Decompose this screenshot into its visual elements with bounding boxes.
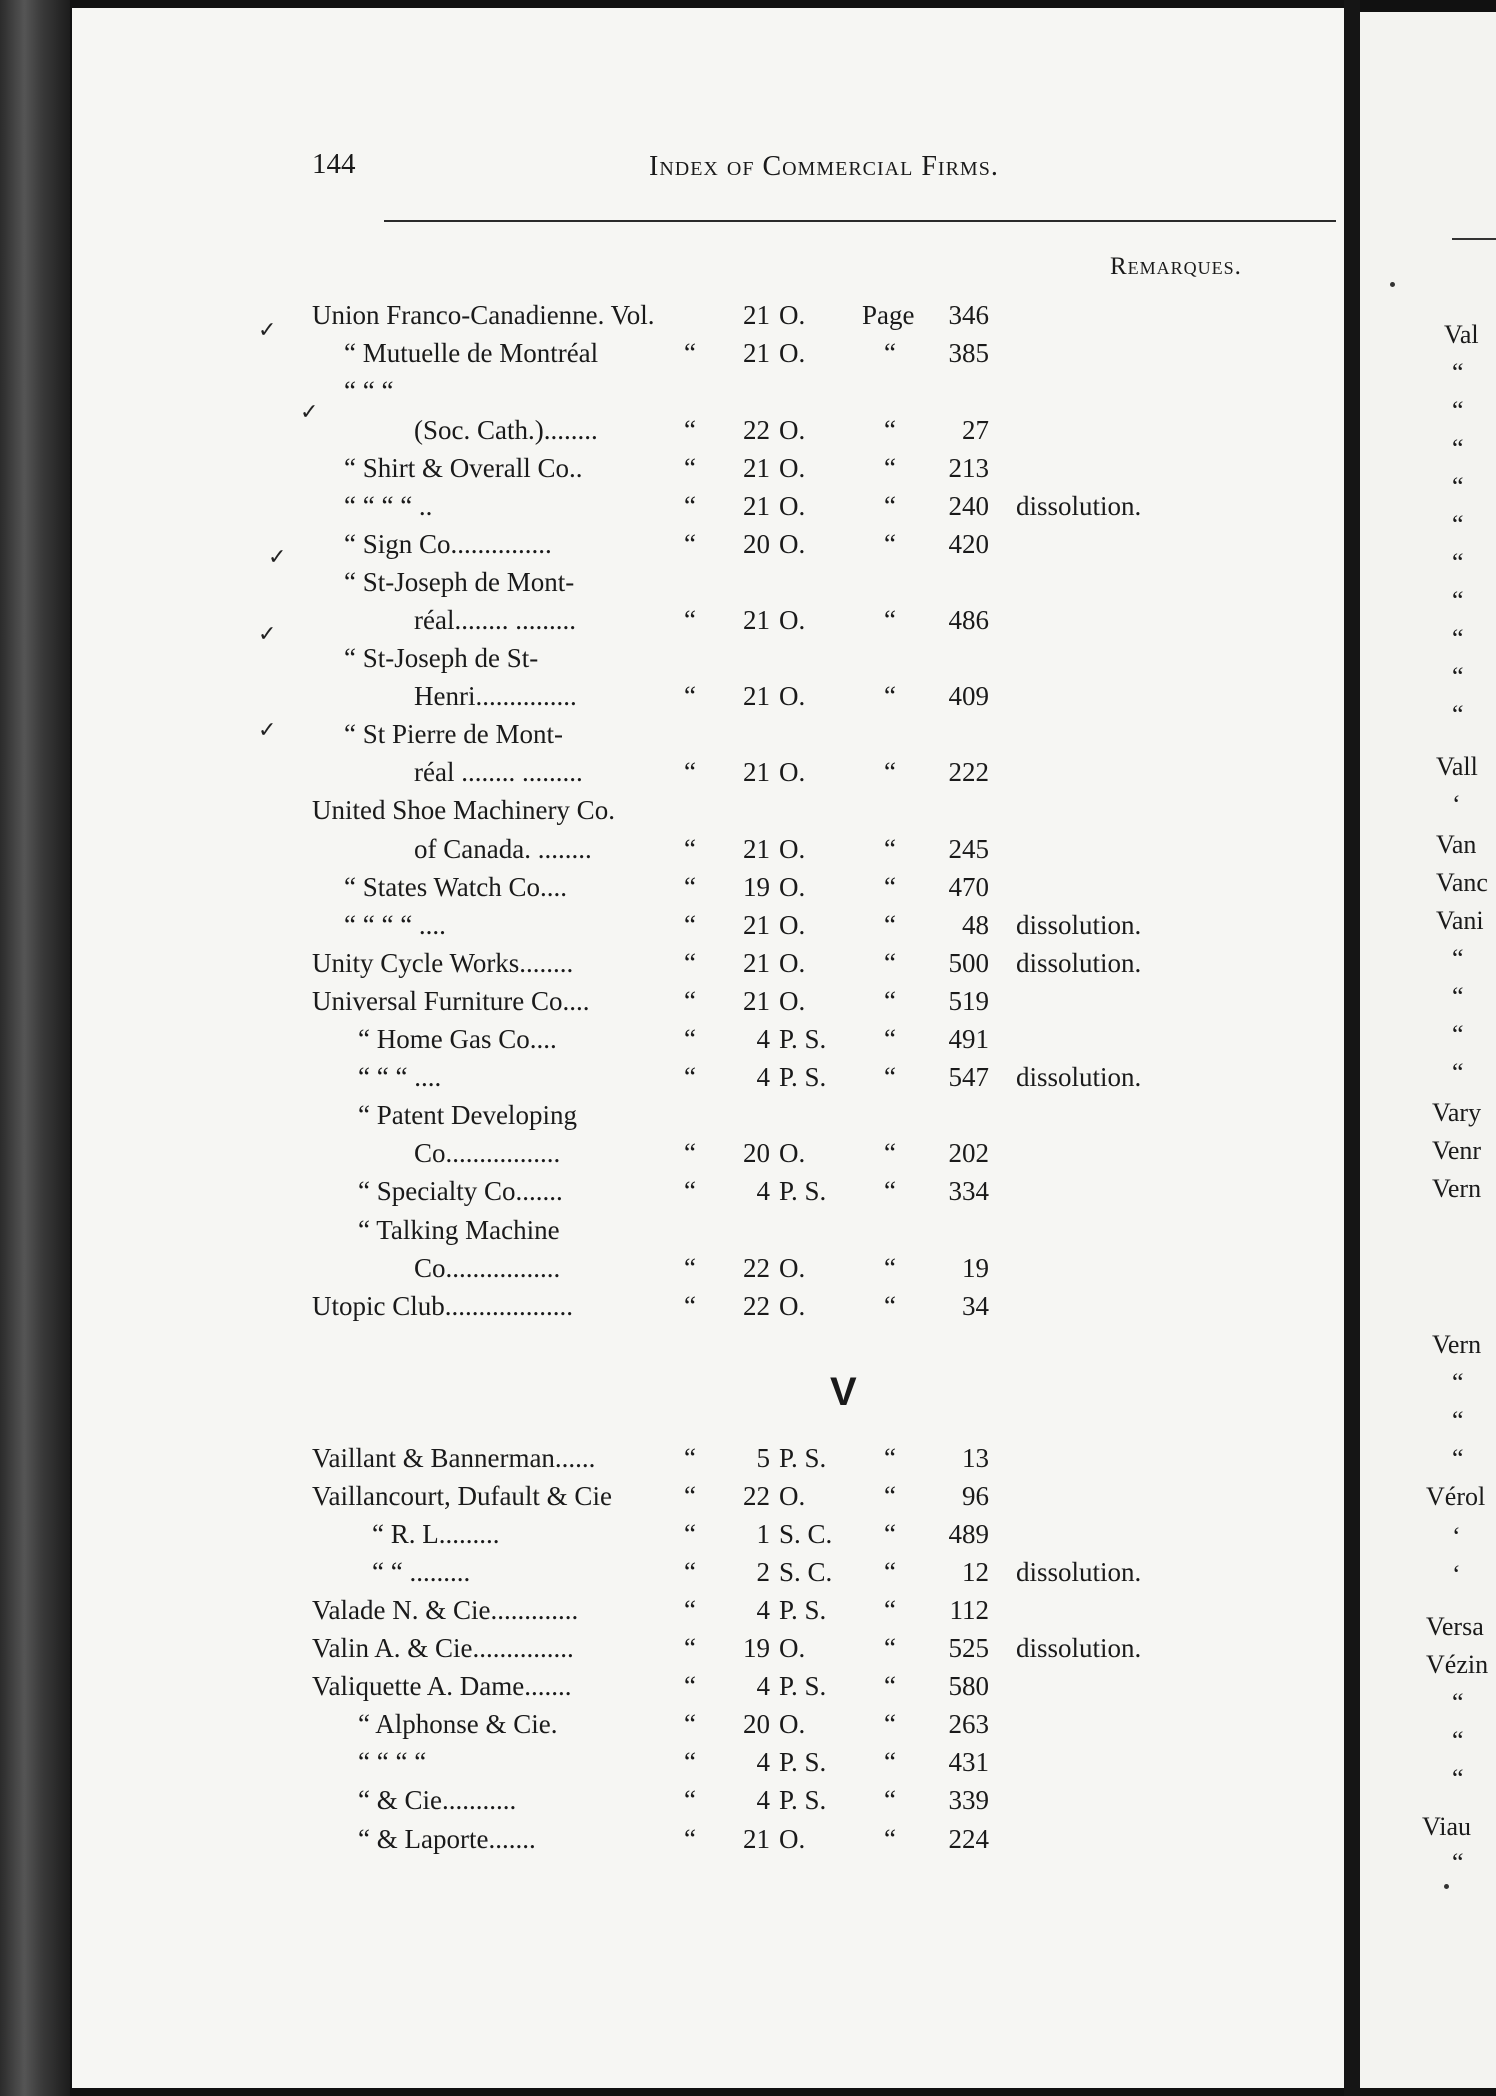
vol-ditto: “ bbox=[684, 1709, 696, 1739]
series-code: O. bbox=[779, 1824, 806, 1854]
vol-ditto: “ bbox=[684, 681, 696, 711]
volume-number: 21 bbox=[743, 757, 770, 787]
table-row bbox=[72, 1291, 1344, 1329]
table-row bbox=[72, 1100, 1344, 1138]
table-row bbox=[72, 453, 1344, 491]
facing-page-text: “ bbox=[1452, 548, 1464, 577]
section-letter: V bbox=[830, 1370, 857, 1414]
remark: dissolution. bbox=[1016, 948, 1142, 978]
vol-ditto: “ bbox=[684, 986, 696, 1016]
facing-page-text: Venr bbox=[1432, 1136, 1482, 1165]
table-row bbox=[72, 1633, 1344, 1671]
volume-number: 19 bbox=[743, 1633, 770, 1663]
series-code: P. S. bbox=[779, 1671, 827, 1701]
page-number-cell: 222 bbox=[948, 757, 989, 787]
vol-ditto: “ bbox=[684, 1785, 696, 1815]
firm-name: “ “ “ “ .... bbox=[344, 910, 446, 940]
facing-page-text: “ bbox=[1452, 1726, 1464, 1755]
series-code: P. S. bbox=[779, 1443, 827, 1473]
ink-spot bbox=[1390, 282, 1395, 287]
firm-name: Union Franco-Canadienne. Vol. bbox=[312, 300, 655, 330]
vol-ditto: “ bbox=[684, 757, 696, 787]
page-ditto: “ bbox=[884, 1671, 896, 1701]
volume-number: 5 bbox=[756, 1443, 770, 1473]
table-row bbox=[72, 491, 1344, 529]
page-number-cell: 224 bbox=[948, 1824, 989, 1854]
vol-ditto: “ bbox=[684, 1519, 696, 1549]
firm-name: “ Home Gas Co.... bbox=[358, 1024, 557, 1054]
series-code: O. bbox=[779, 1633, 806, 1663]
facing-page-text: Vall bbox=[1436, 752, 1478, 781]
firm-name: “ “ “ .... bbox=[358, 1062, 442, 1092]
facing-page-text: “ bbox=[1452, 1848, 1464, 1877]
page-number-cell: 334 bbox=[948, 1176, 989, 1206]
page-ditto: “ bbox=[884, 910, 896, 940]
vol-ditto: “ bbox=[684, 910, 696, 940]
page-number-cell: 263 bbox=[948, 1709, 989, 1739]
table-row bbox=[72, 1024, 1344, 1062]
vol-ditto: “ bbox=[684, 1443, 696, 1473]
facing-page-text: “ bbox=[1452, 472, 1464, 501]
volume-number: 21 bbox=[743, 910, 770, 940]
series-code: O. bbox=[779, 338, 806, 368]
firm-name: Co................. bbox=[414, 1138, 561, 1168]
series-code: O. bbox=[779, 872, 806, 902]
check-mark-icon: ✓ bbox=[300, 400, 319, 425]
vol-ditto: “ bbox=[684, 605, 696, 635]
page-number-cell: 470 bbox=[948, 872, 989, 902]
table-row bbox=[72, 1671, 1344, 1709]
volume-number: 4 bbox=[756, 1671, 770, 1701]
facing-page-text: “ bbox=[1452, 396, 1464, 425]
vol-ditto: “ bbox=[684, 948, 696, 978]
firm-name: “ Shirt & Overall Co.. bbox=[344, 453, 583, 483]
volume-number: 21 bbox=[743, 491, 770, 521]
firm-name: réal........ ......... bbox=[414, 605, 576, 635]
volume-number: 22 bbox=[743, 1291, 770, 1321]
volume-number: 4 bbox=[756, 1062, 770, 1092]
vol-ditto: “ bbox=[684, 1633, 696, 1663]
vol-ditto: “ bbox=[684, 415, 696, 445]
facing-page-text: “ bbox=[1452, 1444, 1464, 1473]
page-ditto: “ bbox=[884, 1253, 896, 1283]
series-code: P. S. bbox=[779, 1176, 827, 1206]
remark: dissolution. bbox=[1016, 1062, 1142, 1092]
facing-page-text: Vern bbox=[1432, 1174, 1482, 1203]
running-head: Index of Commercial Firms. bbox=[649, 151, 999, 182]
vol-ditto: “ bbox=[684, 1176, 696, 1206]
page-number-cell: 580 bbox=[948, 1671, 989, 1701]
table-row bbox=[72, 1595, 1344, 1633]
page-ditto: “ bbox=[884, 1062, 896, 1092]
facing-page-fragment bbox=[1360, 12, 1496, 2088]
table-row bbox=[72, 681, 1344, 719]
facing-page-text: “ bbox=[1452, 1406, 1464, 1435]
page-ditto: “ bbox=[884, 1481, 896, 1511]
firm-name: Vaillant & Bannerman...... bbox=[312, 1443, 596, 1473]
series-code: S. C. bbox=[779, 1519, 833, 1549]
volume-number: 21 bbox=[743, 300, 770, 330]
firm-name: “ Patent Developing bbox=[358, 1100, 577, 1130]
volume-number: 21 bbox=[743, 948, 770, 978]
series-code: O. bbox=[779, 529, 806, 559]
table-row bbox=[72, 1557, 1344, 1595]
table-row bbox=[72, 1062, 1344, 1100]
page-number-cell: 486 bbox=[948, 605, 989, 635]
firm-name: Unity Cycle Works........ bbox=[312, 948, 574, 978]
page-ditto: “ bbox=[884, 1824, 896, 1854]
page-ditto: “ bbox=[884, 1595, 896, 1625]
facing-page-text: “ bbox=[1452, 586, 1464, 615]
facing-page-text: “ bbox=[1452, 662, 1464, 691]
page-number-cell: 491 bbox=[948, 1024, 989, 1054]
page-number: 144 bbox=[312, 148, 356, 180]
firm-name: Valiquette A. Dame....... bbox=[312, 1671, 572, 1701]
series-code: O. bbox=[779, 757, 806, 787]
page-ditto: “ bbox=[884, 1747, 896, 1777]
firm-name: (Soc. Cath.)........ bbox=[414, 415, 598, 445]
table-row bbox=[72, 376, 1344, 414]
firm-name: “ & Laporte....... bbox=[358, 1824, 536, 1854]
page-number-cell: 13 bbox=[962, 1443, 989, 1473]
volume-number: 22 bbox=[743, 415, 770, 445]
volume-number: 19 bbox=[743, 872, 770, 902]
table-row bbox=[72, 795, 1344, 833]
page-ditto: “ bbox=[884, 491, 896, 521]
vol-ditto: “ bbox=[684, 1062, 696, 1092]
volume-number: 4 bbox=[756, 1785, 770, 1815]
facing-page-text: “ bbox=[1452, 1020, 1464, 1049]
page-ditto: “ bbox=[884, 1633, 896, 1663]
table-row bbox=[72, 1215, 1344, 1253]
series-code: P. S. bbox=[779, 1785, 827, 1815]
page-ditto: “ bbox=[884, 338, 896, 368]
firm-name: “ Talking Machine bbox=[358, 1215, 560, 1245]
page-number-cell: 409 bbox=[948, 681, 989, 711]
page-number-cell: 202 bbox=[948, 1138, 989, 1168]
facing-page-text: ‘ bbox=[1452, 790, 1461, 819]
firm-name: United Shoe Machinery Co. bbox=[312, 795, 615, 825]
page-number-cell: 240 bbox=[948, 491, 989, 521]
vol-ditto: “ bbox=[684, 1253, 696, 1283]
series-code: P. S. bbox=[779, 1595, 827, 1625]
firm-name: “ “ “ “ bbox=[358, 1747, 427, 1777]
series-code: S. C. bbox=[779, 1557, 833, 1587]
volume-number: 21 bbox=[743, 986, 770, 1016]
series-code: P. S. bbox=[779, 1024, 827, 1054]
table-row bbox=[72, 1824, 1344, 1862]
volume-number: 4 bbox=[756, 1595, 770, 1625]
facing-page-text: “ bbox=[1452, 1764, 1464, 1793]
firm-name: Valade N. & Cie............. bbox=[312, 1595, 579, 1625]
remarks-heading: Remarques. bbox=[1110, 253, 1242, 280]
facing-page-text: “ bbox=[1452, 982, 1464, 1011]
table-row bbox=[72, 1481, 1344, 1519]
facing-page-rule bbox=[1452, 238, 1496, 240]
page-number-cell: 19 bbox=[962, 1253, 989, 1283]
firm-name: “ “ ......... bbox=[372, 1557, 471, 1587]
facing-page-text: “ bbox=[1452, 624, 1464, 653]
firm-name: “ R. L......... bbox=[372, 1519, 500, 1549]
table-row bbox=[72, 1747, 1344, 1785]
vol-ditto: “ bbox=[684, 1024, 696, 1054]
facing-page-text: Versa bbox=[1426, 1612, 1484, 1641]
page-number-cell: 213 bbox=[948, 453, 989, 483]
page-ditto: “ bbox=[884, 605, 896, 635]
facing-page-text: “ bbox=[1452, 700, 1464, 729]
facing-page-text: “ bbox=[1452, 358, 1464, 387]
firm-name: “ St-Joseph de Mont- bbox=[344, 567, 575, 597]
book-binding bbox=[0, 0, 70, 2096]
series-code: O. bbox=[779, 910, 806, 940]
volume-number: 22 bbox=[743, 1253, 770, 1283]
firm-name: Valin A. & Cie............... bbox=[312, 1633, 574, 1663]
firm-name: “ St-Joseph de St- bbox=[344, 643, 539, 673]
series-code: O. bbox=[779, 1481, 806, 1511]
firm-name: “ “ “ bbox=[344, 376, 394, 406]
firm-name: Vaillancourt, Dufault & Cie bbox=[312, 1481, 612, 1511]
volume-number: 2 bbox=[756, 1557, 770, 1587]
volume-number: 1 bbox=[756, 1519, 770, 1549]
series-code: O. bbox=[779, 1709, 806, 1739]
table-row bbox=[72, 1785, 1344, 1823]
check-mark-icon: ✓ bbox=[258, 718, 277, 743]
firm-name: Universal Furniture Co.... bbox=[312, 986, 590, 1016]
page-number-cell: 34 bbox=[962, 1291, 989, 1321]
vol-ditto: “ bbox=[684, 1824, 696, 1854]
firm-name: “ Alphonse & Cie. bbox=[358, 1709, 558, 1739]
volume-number: 21 bbox=[743, 1824, 770, 1854]
series-code: O. bbox=[779, 1253, 806, 1283]
facing-page-text: Van bbox=[1436, 830, 1477, 859]
page-number-cell: 385 bbox=[948, 338, 989, 368]
volume-number: 4 bbox=[756, 1747, 770, 1777]
page-ditto: “ bbox=[884, 453, 896, 483]
ink-spot bbox=[1444, 1884, 1449, 1889]
remark: dissolution. bbox=[1016, 910, 1142, 940]
volume-number: 4 bbox=[756, 1176, 770, 1206]
header-rule bbox=[384, 220, 1336, 222]
page-ditto: “ bbox=[884, 1519, 896, 1549]
vol-ditto: “ bbox=[684, 338, 696, 368]
facing-page-text: Vern bbox=[1432, 1330, 1482, 1359]
facing-page-text: Vérol bbox=[1426, 1482, 1486, 1511]
page-number-cell: 245 bbox=[948, 834, 989, 864]
facing-page-text: “ bbox=[1452, 1058, 1464, 1087]
remark: dissolution. bbox=[1016, 491, 1142, 521]
facing-page-text: Val bbox=[1444, 320, 1479, 349]
check-mark-icon: ✓ bbox=[258, 622, 277, 647]
vol-ditto: “ bbox=[684, 1671, 696, 1701]
vol-ditto: “ bbox=[684, 834, 696, 864]
vol-ditto: “ bbox=[684, 872, 696, 902]
series-code: O. bbox=[779, 834, 806, 864]
page-ditto: “ bbox=[884, 986, 896, 1016]
firm-name: Henri............... bbox=[414, 681, 577, 711]
page-number-cell: 431 bbox=[948, 1747, 989, 1777]
page-number-cell: 346 bbox=[948, 300, 989, 330]
facing-page-text: ‘ bbox=[1452, 1522, 1461, 1551]
remark: dissolution. bbox=[1016, 1633, 1142, 1663]
series-code: O. bbox=[779, 986, 806, 1016]
page-ditto: “ bbox=[884, 1557, 896, 1587]
vol-ditto: “ bbox=[684, 491, 696, 521]
facing-page-text: ‘ bbox=[1452, 1560, 1461, 1589]
firm-name: “ States Watch Co.... bbox=[344, 872, 568, 902]
firm-name: “ St Pierre de Mont- bbox=[344, 719, 563, 749]
vol-ditto: “ bbox=[684, 453, 696, 483]
firm-name: “ Specialty Co....... bbox=[358, 1176, 563, 1206]
table-row bbox=[72, 1253, 1344, 1291]
volume-number: 20 bbox=[743, 1138, 770, 1168]
page-ditto: “ bbox=[884, 1291, 896, 1321]
firm-name: Co................. bbox=[414, 1253, 561, 1283]
table-row bbox=[72, 529, 1344, 567]
facing-page-text: Viau bbox=[1422, 1812, 1471, 1841]
gutter bbox=[1344, 0, 1360, 2096]
series-code: P. S. bbox=[779, 1062, 827, 1092]
firm-name: “ Sign Co............... bbox=[344, 529, 552, 559]
remark: dissolution. bbox=[1016, 1557, 1142, 1587]
page-ditto: “ bbox=[884, 681, 896, 711]
firm-name: of Canada. ........ bbox=[414, 834, 592, 864]
series-code: P. S. bbox=[779, 1747, 827, 1777]
vol-ditto: “ bbox=[684, 1291, 696, 1321]
facing-page-text: Vani bbox=[1436, 906, 1484, 935]
firm-name: “ “ “ “ .. bbox=[344, 491, 433, 521]
table-row bbox=[72, 1138, 1344, 1176]
page-number-cell: 112 bbox=[949, 1595, 989, 1625]
table-row bbox=[72, 948, 1344, 986]
page-number-cell: 519 bbox=[948, 986, 989, 1016]
page-number-cell: 12 bbox=[962, 1557, 989, 1587]
facing-page-text: “ bbox=[1452, 1688, 1464, 1717]
facing-page-text: “ bbox=[1452, 1368, 1464, 1397]
table-row bbox=[72, 1176, 1344, 1214]
page-number-cell: 96 bbox=[962, 1481, 989, 1511]
page-ditto: “ bbox=[884, 1709, 896, 1739]
vol-ditto: “ bbox=[684, 1747, 696, 1777]
page-ditto: “ bbox=[884, 529, 896, 559]
check-mark-icon: ✓ bbox=[268, 545, 287, 570]
volume-number: 22 bbox=[743, 1481, 770, 1511]
page-ditto: “ bbox=[884, 1176, 896, 1206]
series-code: O. bbox=[779, 948, 806, 978]
table-row bbox=[72, 415, 1344, 453]
page-number-cell: 489 bbox=[948, 1519, 989, 1549]
volume-number: 21 bbox=[743, 338, 770, 368]
facing-page-text: “ bbox=[1452, 434, 1464, 463]
page-number-cell: 339 bbox=[948, 1785, 989, 1815]
page-ditto: “ bbox=[884, 1024, 896, 1054]
table-row bbox=[72, 567, 1344, 605]
series-code: O. bbox=[779, 300, 806, 330]
page-ditto: Page bbox=[862, 300, 915, 330]
page-number-cell: 500 bbox=[948, 948, 989, 978]
series-code: O. bbox=[779, 1138, 806, 1168]
volume-number: 20 bbox=[743, 529, 770, 559]
series-code: O. bbox=[779, 415, 806, 445]
table-row bbox=[72, 872, 1344, 910]
page-ditto: “ bbox=[884, 1443, 896, 1473]
page-ditto: “ bbox=[884, 415, 896, 445]
page-ditto: “ bbox=[884, 1785, 896, 1815]
table-row bbox=[72, 643, 1344, 681]
vol-ditto: “ bbox=[684, 529, 696, 559]
firm-name: réal ........ ......... bbox=[414, 757, 583, 787]
table-row bbox=[72, 1519, 1344, 1557]
facing-page-text: Vézin bbox=[1426, 1650, 1489, 1679]
page-ditto: “ bbox=[884, 757, 896, 787]
volume-number: 21 bbox=[743, 834, 770, 864]
facing-page-text: Vanc bbox=[1436, 868, 1488, 897]
page-ditto: “ bbox=[884, 834, 896, 864]
volume-number: 21 bbox=[743, 453, 770, 483]
series-code: O. bbox=[779, 1291, 806, 1321]
table-row bbox=[72, 1443, 1344, 1481]
page-number-cell: 48 bbox=[962, 910, 989, 940]
page-number-cell: 420 bbox=[948, 529, 989, 559]
page-ditto: “ bbox=[884, 872, 896, 902]
series-code: O. bbox=[779, 491, 806, 521]
table-row bbox=[72, 338, 1344, 376]
volume-number: 4 bbox=[756, 1024, 770, 1054]
page-number-cell: 547 bbox=[948, 1062, 989, 1092]
page-number-cell: 27 bbox=[962, 415, 989, 445]
table-row bbox=[72, 1709, 1344, 1747]
vol-ditto: “ bbox=[684, 1557, 696, 1587]
table-row bbox=[72, 986, 1344, 1024]
series-code: O. bbox=[779, 605, 806, 635]
vol-ditto: “ bbox=[684, 1481, 696, 1511]
vol-ditto: “ bbox=[684, 1595, 696, 1625]
firm-name: “ & Cie........... bbox=[358, 1785, 517, 1815]
firm-name: Utopic Club................... bbox=[312, 1291, 573, 1321]
table-row bbox=[72, 910, 1344, 948]
table-row bbox=[72, 757, 1344, 795]
vol-ditto: “ bbox=[684, 1138, 696, 1168]
series-code: O. bbox=[779, 681, 806, 711]
volume-number: 20 bbox=[743, 1709, 770, 1739]
facing-page-text: “ bbox=[1452, 944, 1464, 973]
page-number-cell: 525 bbox=[948, 1633, 989, 1663]
page-ditto: “ bbox=[884, 1138, 896, 1168]
volume-number: 21 bbox=[743, 681, 770, 711]
check-mark-icon: ✓ bbox=[258, 318, 277, 343]
page-ditto: “ bbox=[884, 948, 896, 978]
series-code: O. bbox=[779, 453, 806, 483]
firm-name: “ Mutuelle de Montréal bbox=[344, 338, 599, 368]
table-row bbox=[72, 834, 1344, 872]
facing-page-text: Vary bbox=[1432, 1098, 1482, 1127]
facing-page-text: “ bbox=[1452, 510, 1464, 539]
volume-number: 21 bbox=[743, 605, 770, 635]
